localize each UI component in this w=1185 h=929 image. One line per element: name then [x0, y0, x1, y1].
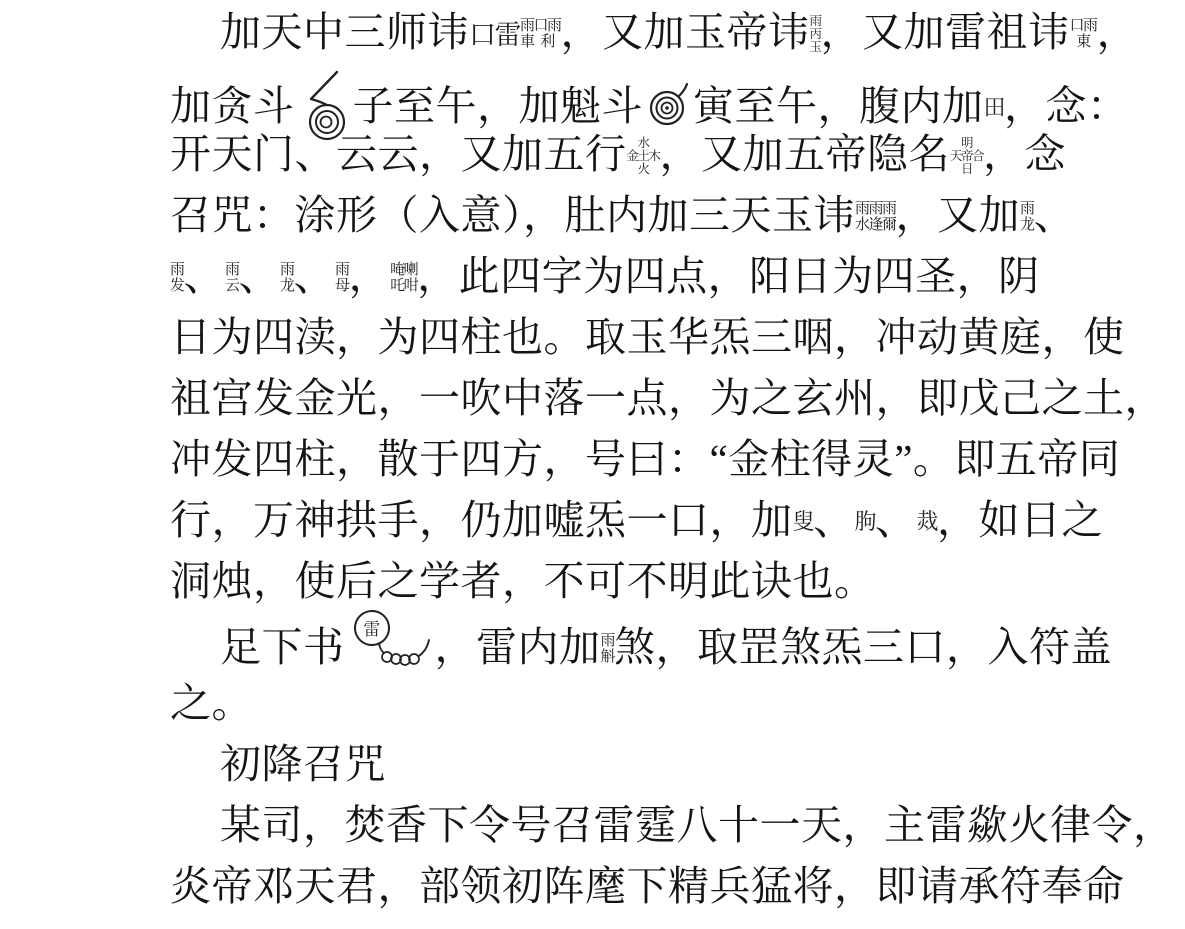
talisman-glyph-jia-1: 叟	[792, 509, 814, 535]
talisman-glyph-sanshi-2: 雨 車	[520, 18, 534, 50]
wudi-hidden-name-cluster: 明 天帝合 日	[950, 136, 984, 177]
talisman-glyph-yudi: 雨 丙 玉	[809, 14, 821, 55]
text-line-8: 冲发四柱，散于四方，号曰：“金柱得灵”。即五帝同	[170, 436, 1121, 482]
text-segment: ，雷内加	[434, 623, 601, 670]
text-line-9	[170, 490, 1104, 551]
text-segment: 、	[875, 497, 917, 543]
talisman-glyph-yuhui-1: 雨 水	[855, 201, 869, 233]
text-line-10: 洞烛，使后之学者，不可不明此诀也。	[170, 558, 876, 604]
text-line-11	[170, 612, 1113, 673]
text-segment: 加贪斗	[170, 82, 295, 129]
text-segment: ，又加	[895, 192, 1021, 238]
text-segment: 子至午，加魁斗	[352, 82, 643, 129]
talisman-glyph-leizu: 口雨 東	[1069, 18, 1097, 50]
talisman-glyph-leinei: 雨 斛	[600, 632, 615, 665]
text-segment: 、	[238, 253, 281, 299]
tandou-spiral-symbol	[297, 69, 351, 164]
text-segment: ，此四字为四点，阳日为四圣，阴	[417, 253, 1040, 299]
mantra-cluster: 唵喇 吒咁	[390, 262, 418, 294]
text-line-15: 炎帝邓天君，部领初阵麾下精兵猛将，即请承符奉命	[170, 863, 1125, 909]
talisman-glyph-sidian-1: 雨 发	[170, 262, 184, 294]
thunder-seal-char: 雷	[362, 620, 381, 639]
text-segment: 加天中三师讳	[220, 9, 469, 55]
text-segment: ，又加雷祖讳	[820, 9, 1070, 55]
text-segment: 足下书	[220, 623, 345, 670]
talisman-glyph-youjia: 雨 龙	[1020, 201, 1034, 233]
text-segment: 行，万神拱手，仍加嘘炁一口，加	[170, 497, 793, 543]
talisman-glyph-yuhui-2: 雨 逢	[868, 201, 883, 233]
text-line-4	[170, 185, 1076, 246]
text-line-7: 祖宫发金光，一吹中落一点，为之玄州，即戊己之土，	[170, 375, 1166, 421]
text-line-1	[170, 2, 1139, 63]
talisman-glyph-funei: 田	[983, 95, 1005, 121]
text-segment: 煞，取罡煞炁三口，入符盖	[614, 623, 1113, 670]
text-segment: ，念：	[1004, 82, 1129, 129]
text-segment: 开天门、云云，又加五行	[170, 131, 627, 177]
text-line-5	[170, 246, 1040, 307]
section-heading: 初降召咒	[220, 741, 386, 787]
text-segment: 、	[1033, 192, 1076, 238]
talisman-glyph-sanshi-3: 口雨 利	[533, 18, 561, 50]
text-segment: ，如日之	[937, 497, 1104, 543]
text-segment: 寅至午，腹内加	[693, 82, 984, 129]
talisman-glyph-yuhui-3: 雨 爾	[882, 201, 896, 233]
text-segment: 、	[183, 253, 226, 299]
text-segment: ，又加五帝隐名	[659, 131, 951, 177]
text-segment: 、	[813, 497, 855, 543]
text-line-12: 之。	[170, 680, 253, 726]
talisman-glyph-sanshi-1: 口雷	[469, 19, 520, 50]
text-line-6: 日为四渎，为四柱也。取玉华炁三咽，冲动黄庭，使	[170, 314, 1125, 360]
text-segment: ，念	[983, 131, 1067, 177]
text-column	[170, 2, 1175, 917]
text-segment: 召咒：涂形（入意），肚内加三天玉讳	[170, 192, 855, 238]
talisman-glyph-jia-2: 朐	[854, 509, 876, 535]
talisman-glyph-jia-3: 烖	[916, 509, 938, 535]
talisman-glyph-sidian-3: 雨 龙	[280, 262, 294, 294]
text-line-2	[170, 63, 1129, 129]
text-line-14: 某司，焚香下令号召雷霆八十一天，主雷歘火律令，	[220, 802, 1175, 848]
talisman-glyph-sidian-2: 雨 云	[225, 262, 239, 294]
text-segment: ，	[348, 253, 391, 299]
text-segment: ，	[1096, 9, 1139, 55]
text-segment: 、	[293, 253, 336, 299]
talisman-glyph-sidian-4: 雨 母	[335, 262, 349, 294]
wuxing-cluster: 水 金土木 火	[626, 136, 660, 177]
text-segment: ，又加玉帝讳	[560, 9, 810, 55]
thunder-seal-symbol	[347, 608, 433, 687]
